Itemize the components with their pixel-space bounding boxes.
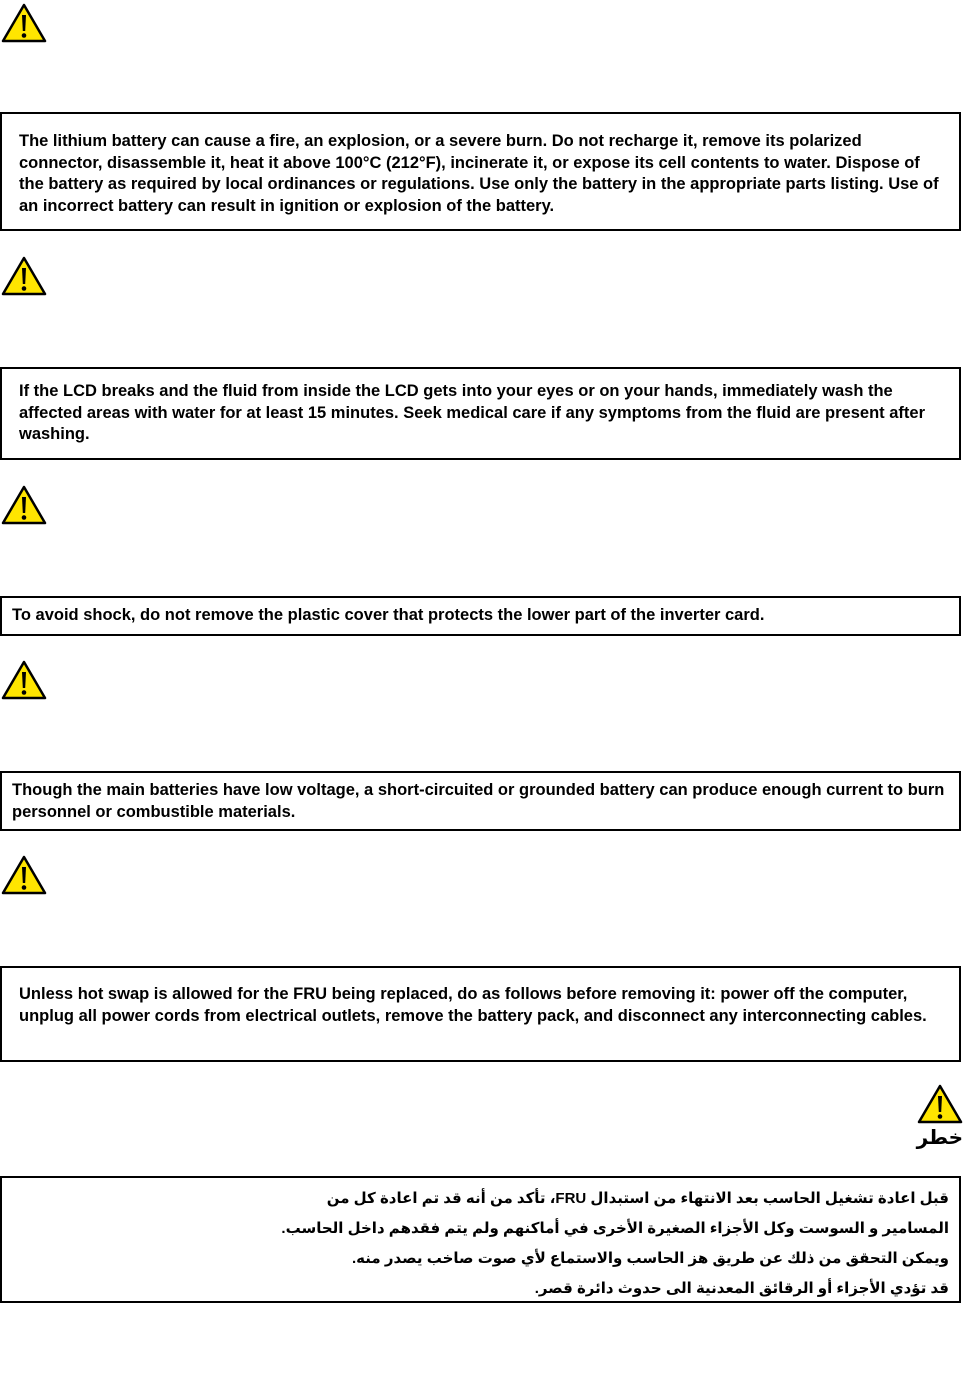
- warning-triangle-icon: [1, 255, 47, 297]
- arabic-danger-title: خطر: [916, 1125, 963, 1149]
- arabic-line: قد تؤدي الأجزاء أو الرقائق المعدنية الى حدوث دائرة قصر.: [534, 1280, 949, 1297]
- arabic-line: المسامير و السوست وكل الأجزاء الصغيرة الأخرى في أماكنهم ولم يتم فقدهم داخل الحاسب.: [281, 1220, 949, 1237]
- notice-text: The lithium battery can cause a fire, an explosion, or a severe burn. Do not recharge it, remove its polarized connector, disassemble it, heat it above 100°C (212°F), incinerate it, or expose its cell contents to water. Dispose of the battery as required by local ordinances or regulations. Use only the battery in the appropriate parts listing. Use of an incorrect battery can result in ignition or explosion of the battery.: [19, 132, 939, 215]
- arabic-line: ويمكن التحقق من ذلك عن طريق هز الحاسب والاستماع لأي صوت صاخب يصدر منه.: [352, 1250, 949, 1267]
- warning-triangle-icon: [1, 2, 47, 44]
- inverter-shock-notice: [0, 596, 961, 636]
- lithium-battery-notice: [0, 112, 961, 231]
- warning-triangle-icon: [917, 1083, 963, 1125]
- notice-text: If the LCD breaks and the fluid from inside the LCD gets into your eyes or on your hands, immediately wash the affected areas with water for at least 15 minutes. Seek medical care if any symptoms from the fluid are present after washing.: [19, 382, 925, 443]
- notice-text: Though the main batteries have low voltage, a short-circuited or grounded battery can produce enough current to burn personnel or combustible materials.: [12, 781, 945, 821]
- lcd-fluid-notice: [0, 367, 961, 460]
- arabic-line: قبل اعادة تشغيل الحاسب بعد الانتهاء من استبدال FRU، تأكد من أنه قد تم اعادة كل من: [326, 1190, 949, 1207]
- warning-triangle-icon: [1, 659, 47, 701]
- battery-short-notice: [0, 771, 961, 831]
- arabic-fru-notice: [0, 1176, 961, 1303]
- notice-text: To avoid shock, do not remove the plastic cover that protects the lower part of the inverter card.: [12, 606, 765, 624]
- hot-swap-notice: [0, 966, 961, 1062]
- notice-text: Unless hot swap is allowed for the FRU being replaced, do as follows before removing it: power off the computer, unplug all power cords from electrical outlets, remove the battery pack, and disconnect any interconnecting cables.: [19, 985, 927, 1025]
- warning-triangle-icon: [1, 854, 47, 896]
- warning-triangle-icon: [1, 484, 47, 526]
